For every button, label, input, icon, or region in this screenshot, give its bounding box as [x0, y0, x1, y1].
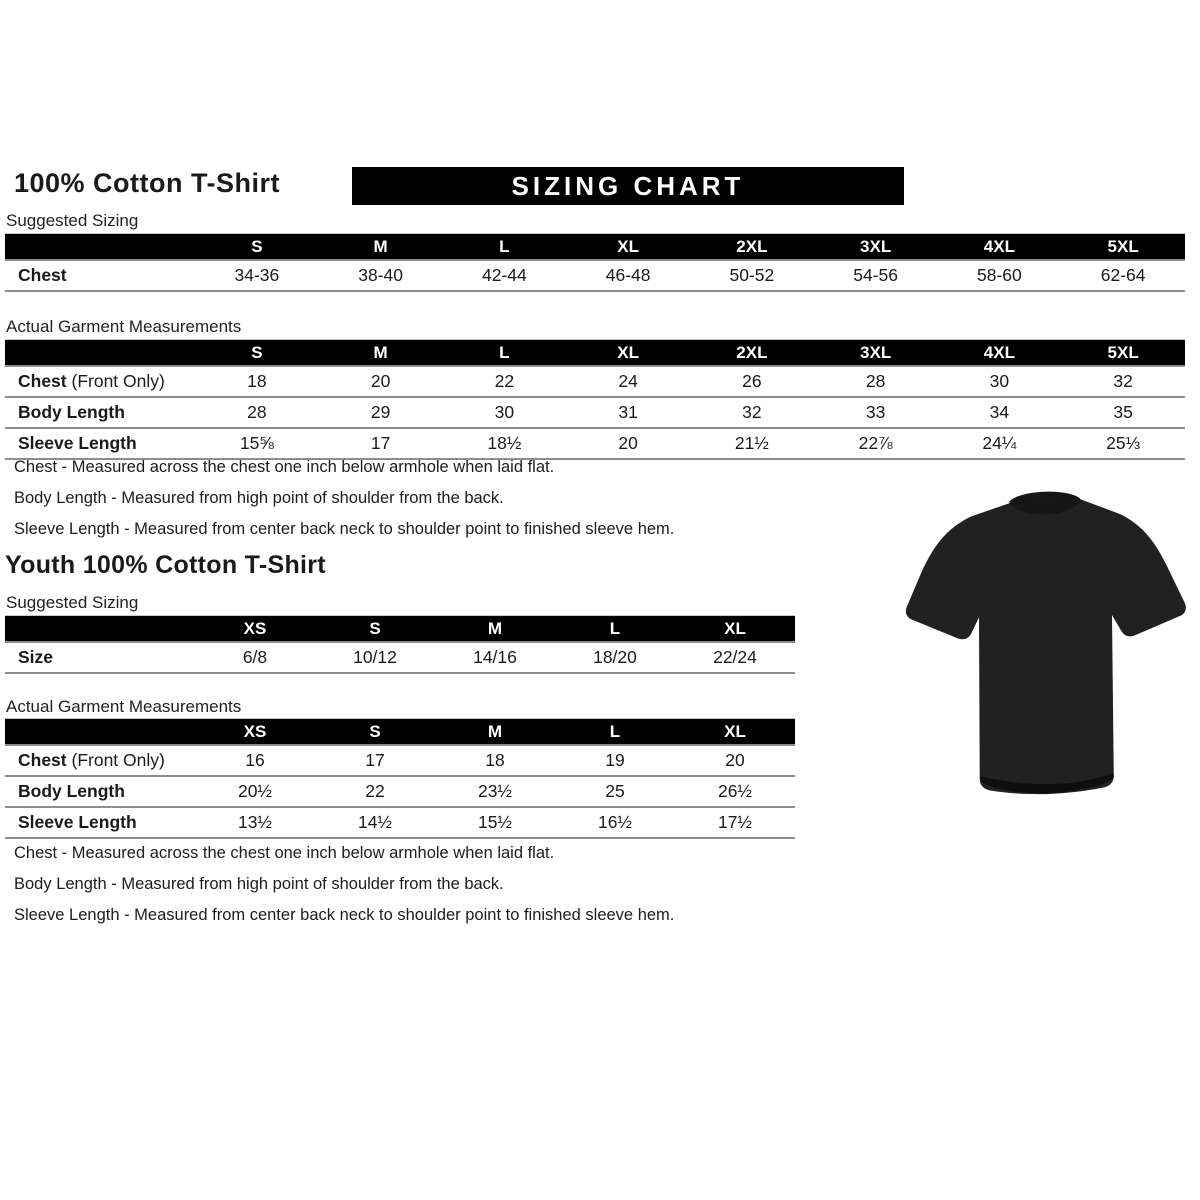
table-cell: 18/20	[555, 642, 675, 673]
table-cell: 18	[195, 366, 319, 397]
size-header: L	[555, 616, 675, 643]
size-header: 5XL	[1061, 234, 1185, 261]
table-cell: 20	[675, 745, 795, 776]
note-body-length: Body Length - Measured from high point of shoulder from the back.	[14, 489, 504, 507]
youth-suggested-sizing-table	[5, 615, 795, 674]
table-cell: 23½	[435, 776, 555, 807]
table-cell: 16½	[555, 807, 675, 838]
table-cell: 31	[566, 397, 690, 428]
table-row	[5, 428, 1185, 459]
table-cell: 25⅓	[1061, 428, 1185, 459]
table-cell: 15⅝	[195, 428, 319, 459]
note-sleeve-length: Sleeve Length - Measured from center back neck to shoulder point to finished sleeve hem.	[14, 520, 675, 538]
size-header: M	[435, 719, 555, 746]
table-cell: 25	[555, 776, 675, 807]
table-cell: 54-56	[814, 260, 938, 291]
table-cell: 22	[443, 366, 567, 397]
table-cell: 38-40	[319, 260, 443, 291]
table-cell: 14/16	[435, 642, 555, 673]
table-cell: 28	[195, 397, 319, 428]
sizing-chart-banner-label: SIZING CHART	[511, 170, 745, 201]
adult-suggested-sizing-table	[5, 233, 1185, 292]
table-cell: 26½	[675, 776, 795, 807]
table-cell: 18	[435, 745, 555, 776]
row-label: Chest	[5, 260, 195, 291]
note-chest: Chest - Measured across the chest one inch below armhole when laid flat.	[14, 844, 555, 862]
row-label: Chest (Front Only)	[5, 745, 195, 776]
table-cell: 34-36	[195, 260, 319, 291]
table-header-row	[5, 719, 795, 746]
size-header-blank	[5, 616, 195, 643]
size-header: 4XL	[938, 234, 1062, 261]
table-cell: 24	[566, 366, 690, 397]
size-header-blank	[5, 719, 195, 746]
size-header: XL	[675, 616, 795, 643]
table-cell: 20½	[195, 776, 315, 807]
page-title: 100% Cotton T-Shirt	[14, 168, 281, 198]
table-row	[5, 776, 795, 807]
tshirt-illustration	[890, 478, 1200, 808]
table-cell: 18½	[443, 428, 567, 459]
size-header-blank	[5, 234, 195, 261]
table-cell: 22	[315, 776, 435, 807]
adult-actual-measurements-table	[5, 339, 1185, 460]
size-header: S	[195, 234, 319, 261]
table-row	[5, 642, 795, 673]
row-label: Chest (Front Only)	[5, 366, 195, 397]
table-cell: 58-60	[938, 260, 1062, 291]
table-cell: 35	[1061, 397, 1185, 428]
row-label: Body Length	[5, 397, 195, 428]
size-header: 4XL	[938, 340, 1062, 367]
size-header: M	[319, 234, 443, 261]
size-header: L	[443, 234, 567, 261]
table-header-row	[5, 616, 795, 643]
size-header: 3XL	[814, 340, 938, 367]
table-row	[5, 260, 1185, 291]
table-row	[5, 366, 1185, 397]
table-cell: 42-44	[443, 260, 567, 291]
table-cell: 29	[319, 397, 443, 428]
size-header: S	[315, 719, 435, 746]
table-cell: 50-52	[690, 260, 814, 291]
size-header-blank	[5, 340, 195, 367]
table-cell: 13½	[195, 807, 315, 838]
table-row	[5, 745, 795, 776]
note-chest: Chest - Measured across the chest one inch below armhole when laid flat.	[14, 458, 555, 476]
size-header: S	[195, 340, 319, 367]
row-label: Sleeve Length	[5, 428, 195, 459]
table-cell: 24¼	[938, 428, 1062, 459]
size-header: S	[315, 616, 435, 643]
adult-measurement-notes	[14, 458, 814, 551]
note-sleeve-length: Sleeve Length - Measured from center back neck to shoulder point to finished sleeve hem.	[14, 906, 675, 924]
youth-section-title: Youth 100% Cotton T-Shirt	[5, 551, 326, 579]
table-cell: 30	[938, 366, 1062, 397]
table-cell: 20	[566, 428, 690, 459]
row-label: Sleeve Length	[5, 807, 195, 838]
table-cell: 46-48	[566, 260, 690, 291]
tshirt-body-shape	[904, 491, 1189, 796]
table-header-row	[5, 234, 1185, 261]
table-cell: 33	[814, 397, 938, 428]
size-header: L	[555, 719, 675, 746]
table-cell: 22/24	[675, 642, 795, 673]
row-label: Size	[5, 642, 195, 673]
size-header: 2XL	[690, 340, 814, 367]
sizing-chart-banner	[352, 167, 904, 205]
table-cell: 26	[690, 366, 814, 397]
size-header: 2XL	[690, 234, 814, 261]
table-row	[5, 397, 1185, 428]
youth-actual-measurements-table	[5, 718, 795, 839]
table-cell: 62-64	[1061, 260, 1185, 291]
table-cell: 32	[1061, 366, 1185, 397]
table-cell: 15½	[435, 807, 555, 838]
youth-suggested-sizing-label: Suggested Sizing	[6, 593, 139, 612]
size-header: XL	[566, 340, 690, 367]
table-cell: 6/8	[195, 642, 315, 673]
table-cell: 20	[319, 366, 443, 397]
youth-actual-measurements-label: Actual Garment Measurements	[6, 697, 242, 716]
table-cell: 17½	[675, 807, 795, 838]
table-cell: 17	[315, 745, 435, 776]
tshirt-product-image	[890, 478, 1200, 808]
table-cell: 19	[555, 745, 675, 776]
table-cell: 30	[443, 397, 567, 428]
table-row	[5, 807, 795, 838]
table-cell: 21½	[690, 428, 814, 459]
table-cell: 17	[319, 428, 443, 459]
table-cell: 10/12	[315, 642, 435, 673]
size-header: XS	[195, 616, 315, 643]
size-header: 3XL	[814, 234, 938, 261]
size-header: XL	[566, 234, 690, 261]
size-header: XL	[675, 719, 795, 746]
size-header: 5XL	[1061, 340, 1185, 367]
table-cell: 22⅞	[814, 428, 938, 459]
table-cell: 14½	[315, 807, 435, 838]
table-cell: 34	[938, 397, 1062, 428]
note-body-length: Body Length - Measured from high point of shoulder from the back.	[14, 875, 504, 893]
row-label: Body Length	[5, 776, 195, 807]
size-header: L	[443, 340, 567, 367]
table-cell: 28	[814, 366, 938, 397]
table-header-row	[5, 340, 1185, 367]
adult-actual-measurements-label: Actual Garment Measurements	[6, 317, 242, 336]
size-header: XS	[195, 719, 315, 746]
youth-measurement-notes	[14, 844, 814, 937]
size-header: M	[435, 616, 555, 643]
adult-suggested-sizing-label: Suggested Sizing	[6, 211, 139, 230]
table-cell: 16	[195, 745, 315, 776]
size-header: M	[319, 340, 443, 367]
table-cell: 32	[690, 397, 814, 428]
